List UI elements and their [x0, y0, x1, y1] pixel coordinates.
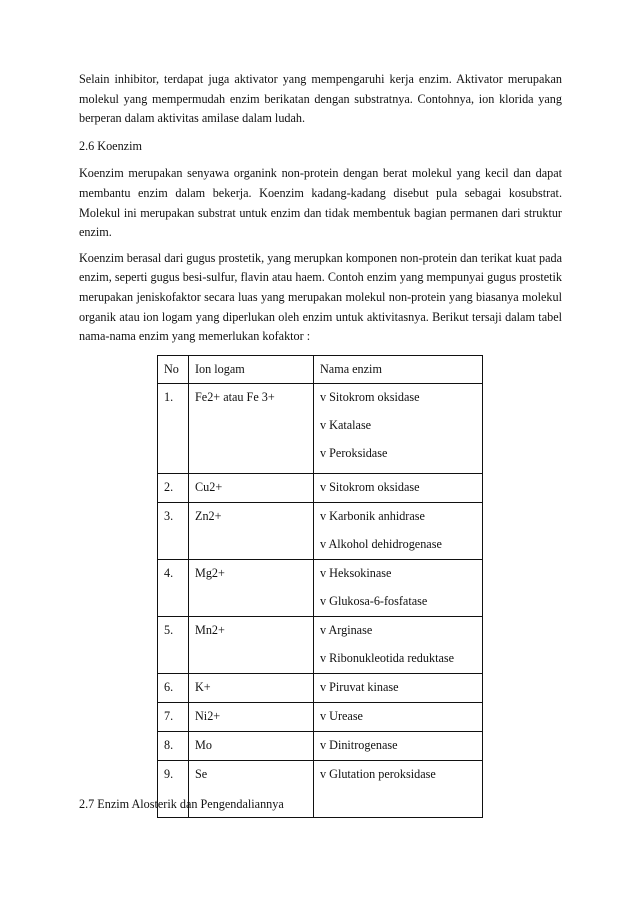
- row-enzymes: [314, 760, 483, 817]
- enzyme-item: v Heksokinase: [320, 565, 392, 580]
- enzyme-item: v Piruvat kinase: [320, 679, 399, 694]
- row-enzymes: [314, 702, 483, 731]
- table-row: [158, 383, 483, 473]
- row-number: 5.: [158, 616, 189, 673]
- table-row: [158, 616, 483, 673]
- row-ion: Mo: [189, 731, 314, 760]
- row-number: 9.: [158, 760, 189, 817]
- table-row: [158, 502, 483, 559]
- document-page: [79, 70, 562, 818]
- enzyme-item: v Ribonukleotida reduktase: [320, 650, 455, 665]
- row-ion: Mg2+: [189, 559, 314, 616]
- cofactor-table: [157, 355, 483, 818]
- row-enzymes: [314, 616, 483, 673]
- table-row: [158, 702, 483, 731]
- row-enzymes: [314, 383, 483, 473]
- row-ion: Ni2+: [189, 702, 314, 731]
- enzyme-item: v Glukosa-6-fosfatase: [320, 593, 428, 608]
- section-heading-2-7: 2.7 Enzim Alosterik dan Pengendaliannya: [79, 797, 284, 811]
- paragraph-aktivator: Selain inhibitor, terdapat juga aktivator yang mempengaruhi kerja enzim. Aktivator merupakan molekul yang mempermudah enzim berikatan dengan substratnya. Contohnya, ion klorida yang berperan dalam aktivitas amilase dalam ludah.: [79, 72, 562, 126]
- enzyme-item: v Sitokrom oksidase: [320, 479, 420, 494]
- row-ion: Fe2+ atau Fe 3+: [189, 383, 314, 473]
- enzyme-item: v Arginase: [320, 622, 373, 637]
- row-enzymes: [314, 673, 483, 702]
- header-no: No: [158, 355, 189, 383]
- enzyme-item: v Karbonik anhidrase: [320, 508, 425, 523]
- row-enzymes: [314, 502, 483, 559]
- section-heading-2-6: 2.6 Koenzim: [79, 138, 142, 153]
- table-row: [158, 673, 483, 702]
- row-ion: Zn2+: [189, 502, 314, 559]
- row-number: 4.: [158, 559, 189, 616]
- header-nama-enzim: Nama enzim: [314, 355, 483, 383]
- table-row: [158, 473, 483, 502]
- row-ion: Se: [189, 760, 314, 817]
- row-enzymes: [314, 559, 483, 616]
- row-ion: Mn2+: [189, 616, 314, 673]
- enzyme-item: v Urease: [320, 708, 363, 723]
- row-ion: K+: [189, 673, 314, 702]
- enzyme-item: v Peroksidase: [320, 445, 388, 460]
- row-number: 8.: [158, 731, 189, 760]
- enzyme-item: v Glutation peroksidase: [320, 766, 436, 781]
- enzyme-item: v Alkohol dehidrogenase: [320, 536, 442, 551]
- enzyme-item: v Dinitrogenase: [320, 737, 398, 752]
- table-row: [158, 731, 483, 760]
- row-enzymes: [314, 731, 483, 760]
- row-number: 3.: [158, 502, 189, 559]
- paragraph-koenzim-origin: Koenzim berasal dari gugus prostetik, yang merupkan komponen non-protein dan terikat kuat pada enzim, seperti gugus besi-sulfur, flavin atau haem. Contoh enzim yang mempunyai gugus prostetik merupakan jeniskofaktor secara luas yang merupakan molekul non-protein yang biasanya molekul organik atau ion logam yang diperlukan oleh enzim untuk aktivitasnya. Berikut tersaji dalam tabel nama-nama enzim yang memerlukan kofaktor :: [79, 250, 562, 344]
- row-number: 2.: [158, 473, 189, 502]
- row-number: 6.: [158, 673, 189, 702]
- table-header-row: [158, 355, 483, 383]
- row-number: 7.: [158, 702, 189, 731]
- row-ion: Cu2+: [189, 473, 314, 502]
- header-ion-logam: Ion logam: [189, 355, 314, 383]
- row-enzymes: [314, 473, 483, 502]
- paragraph-koenzim-definition: Koenzim merupakan senyawa organink non-protein dengan berat molekul yang kecil dan dapat membantu enzim dalam bekerja. Koenzim kadang-kadang disebut pula sebagai kosubstrat. Molekul ini merupakan substrat untuk enzim dan tidak membentuk bagian permanen dari struktur enzim.: [79, 166, 562, 240]
- enzyme-item: v Sitokrom oksidase: [320, 389, 420, 404]
- table-row: [158, 559, 483, 616]
- enzyme-item: v Katalase: [320, 417, 372, 432]
- row-number: 1.: [158, 383, 189, 473]
